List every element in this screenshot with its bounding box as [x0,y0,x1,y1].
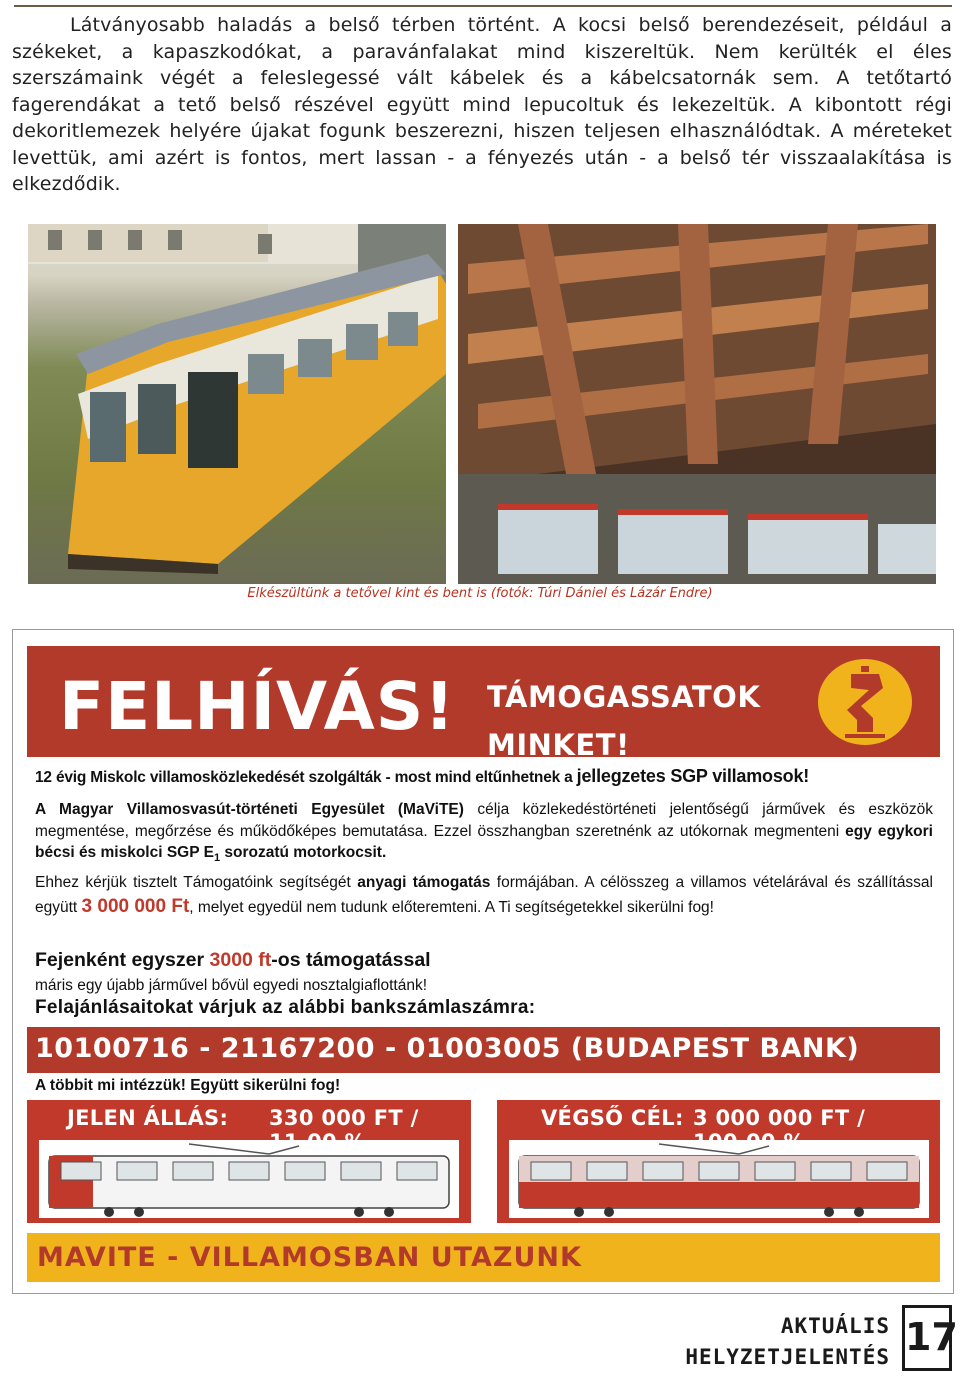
lead-text-b: jellegzetes SGP villamosok! [576,766,810,786]
goal-status-label: VÉGSŐ CÉL: [541,1106,684,1130]
support-subtext: máris egy újabb járművel bővül egyedi nosztalgiaflottánk! [35,977,428,994]
lead-text-a: 12 évig Miskolc villamosközlekedését szolgálták - most mind eltűnhetnek a [35,769,577,786]
top-rule [14,5,952,7]
mission-target-subscript: 1 [213,852,221,865]
bank-intro: Felajánlásaitokat várjuk az alábbi bankszámlaszámra: [35,997,536,1018]
support-heading [35,949,933,972]
lead-text [35,766,933,787]
slogan-text: MAVITE - VILLAMOSBAN UTAZUNK [37,1242,582,1273]
closing-line: A többit mi intézzük! Együtt sikerülni fog! [35,1077,341,1094]
request-text-a: Ehhez kérjük tisztelt Támogatóink segítségét [35,874,358,891]
mission-paragraph [35,799,933,870]
request-text-d: , melyet egyedül nem tudunk előteremteni. A Ti segítségetekkel sikerülni fog! [189,899,714,916]
slogan-bar [27,1233,940,1282]
current-status-label: JELEN ÁLLÁS: [67,1106,229,1130]
goal-status-panel [497,1100,940,1223]
target-amount: 3 000 000 Ft [81,896,190,917]
section-label-1: AKTUÁLIS [780,1314,890,1338]
request-paragraph [35,871,933,920]
goal-status-value: 3 000 000 FT / [693,1106,866,1130]
flyer-banner [27,646,940,762]
support-heading-a: Fejenként egyszer [35,949,210,971]
bank-account-number: 10100716 - 21167200 - 01003005 (BUDAPEST BANK) [35,1033,860,1064]
photo-caption: Elkészültünk a tetővel kint és bent is (fotók: Túri Dániel és Lázár Endre) [247,586,713,601]
support-heading-b: -os támogatással [271,949,431,971]
bank-account-bar [27,1027,940,1073]
mission-target-end: sorozatú motorkocsit. [220,844,387,861]
banner-subtitle-line1: TÁMOGASSATOK [487,680,761,714]
banner-title: FELHÍVÁS! [59,668,456,745]
request-text-c: formájában. A célösszeg a villamos vételárával és szállítással együtt [35,874,933,916]
support-amount: 3000 ft [209,949,272,971]
mission-target: egy egykori bécsi és miskolci SGP E [35,822,933,861]
current-status-panel [27,1100,471,1223]
tram-progress-goal [509,1140,929,1218]
mission-text: célja közlekedéstörténeti jelentőségű járművek és eszközök megmentése, megőrzése és működőképes bemutatása. Ezzel összhangban szeretnénk az utókornak megmenteni [35,801,933,840]
page-number: 17 [902,1305,952,1371]
mavite-logo-icon [817,658,913,746]
request-highlight: anyagi támogatás [357,874,491,891]
banner-subtitle-line2: MINKET! [487,728,630,762]
tram-exterior-photo [28,224,446,584]
section-label-2: HELYZETJELENTÉS [685,1345,890,1369]
intro-paragraph: Látványosabb haladás a belső térben történt. A kocsi belső berendezéseit, például a székeket, a kapaszkodókat, a paravánfalakat mind kiszereltük. Nem kerülték el éles szerszámaink végét a feleslegessé vált kábelek és a kábelcsatornák sem. A tetőtartó fagerendákat a tető belső részével együtt mind lepucoltuk és lekezeltük. A kibontott régi dekoritlemezek helyére újakat fogunk beszerezni, hiszen teljesen elhasználódtak. A méreteket levettük, ami azért is fontos, mert lassan - a fényezés után - a belső tér visszaalakítása is elkezdődik. [12,14,952,195]
current-status-value: 330 000 FT / [269,1106,419,1130]
mission-org-name: A Magyar Villamosvasút-történeti Egyesület (MaViTE) [35,801,464,818]
donation-flyer [12,629,954,1294]
tram-interior-photo [458,224,936,584]
tram-progress-current [39,1140,459,1218]
